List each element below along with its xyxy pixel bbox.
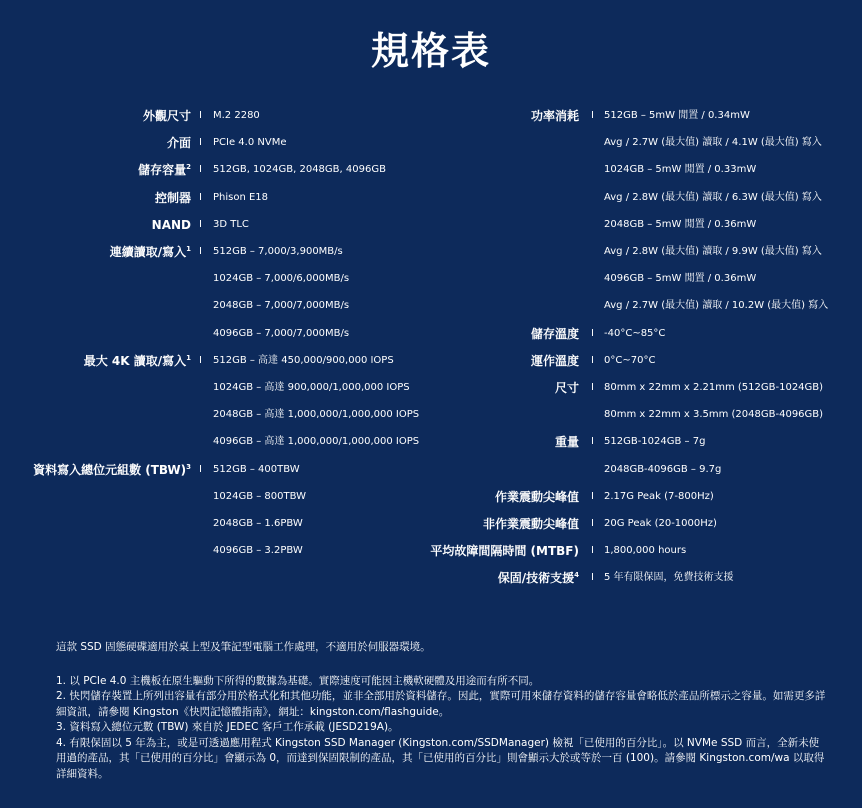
right-spec-label	[498, 568, 579, 588]
spec-label-text: 運作溫度	[530, 353, 579, 368]
right-spec-value: 512GB-1024GB – 7g	[604, 436, 706, 448]
right-spec-value: 4096GB – 5mW 閒置 / 0.36mW	[604, 273, 757, 285]
spec-label-text: 最大 4K 讀取/寫入	[83, 353, 187, 368]
right-spec-label	[495, 487, 579, 507]
left-spec-value: 4096GB – 3.2PBW	[213, 545, 303, 557]
left-spec-value: 1024GB – 800TBW	[213, 490, 307, 502]
separator-bar: I	[591, 327, 594, 339]
separator-bar: I	[199, 110, 202, 121]
separator-bar: I	[199, 354, 202, 366]
left-spec-label	[152, 215, 191, 235]
right-spec-value: 20G Peak (20-1000Hz)	[604, 518, 717, 529]
footnote-marker: 4	[574, 571, 579, 580]
right-spec-value: 2048GB – 5mW 閒置 / 0.36mW	[604, 218, 757, 230]
footnotes	[56, 640, 826, 782]
footnote-marker: 1	[186, 353, 191, 362]
left-spec-value: Phison E18	[213, 191, 269, 203]
footnote-4: 4. 有限保固以 5 年為主，或是可透過應用程式 Kingston SSD Manager (Kingston.com/SSDManager) 檢視「已使用的百分比」。以 NVMe SSD 而言，全新未使用過的產品，其「已使用的百分比」會顯示為 0，而達到保固限制的產品，其「已使用的百分比」則會顯示大於或等於一百 (100)。請參閱 Kingston.com/wa 以取得詳細資料。	[56, 736, 825, 780]
footnote-2: 2. 快閃儲存裝置上所列出容量有部分用於格式化和其他功能，並非全部用於資料儲存。因此，實際可用來儲存資料的儲存容量會略低於產品所標示之容量。如需更多詳細資訊，請參閱 Kingston《快閃記憶體指南》，網址：kingston.com/flashguide。	[56, 690, 826, 718]
separator-bar: I	[199, 164, 202, 176]
left-spec-value: 512GB – 高達 450,000/900,000 IOPS	[213, 354, 394, 366]
separator-bar: I	[199, 191, 202, 203]
right-spec-label	[531, 106, 579, 126]
right-spec-value: 2.17G Peak (7-800Hz)	[604, 490, 714, 502]
left-spec-label	[167, 133, 191, 153]
right-spec-label	[483, 514, 579, 534]
spec-label-text: 控制器	[154, 190, 191, 205]
footnote-1: 1. 以 PCIe 4.0 主機板在原生驅動下所得的數據為基礎。實際速度可能因主機軟硬體及用途而有所不同。	[56, 674, 540, 687]
right-spec-value: 2048GB-4096GB – 9.7g	[604, 463, 722, 475]
usage-note: 這款 SSD 固態硬碟適用於桌上型及筆記型電腦工作處理，不適用於伺服器環境。	[56, 641, 431, 653]
separator-bar: I	[591, 110, 594, 121]
spec-label-text: 平均故障間隔時間 (MTBF)	[430, 544, 579, 559]
spec-label-text: 連續讀取/寫入	[109, 245, 187, 259]
spec-label-text: 非作業震動尖峰值	[482, 517, 579, 531]
right-spec-label	[430, 541, 579, 561]
left-spec-value: 2048GB – 1.6PBW	[213, 518, 303, 529]
left-spec-label	[138, 160, 191, 180]
left-spec-value: M.2 2280	[213, 110, 260, 121]
right-spec-value: 5 年有限保固，免費技術支援	[604, 572, 734, 584]
footnote-marker: 2	[186, 163, 191, 172]
left-spec-value: 512GB – 7,000/3,900MB/s	[213, 246, 343, 257]
spec-label-text: 資料寫入總位元組數 (TBW)	[33, 462, 187, 477]
separator-bar: I	[591, 354, 594, 366]
right-spec-label	[555, 378, 579, 398]
right-spec-value: 0°C~70°C	[604, 354, 656, 366]
left-spec-label	[84, 351, 191, 371]
left-spec-value: 512GB – 400TBW	[213, 463, 300, 475]
separator-bar: I	[591, 490, 594, 502]
left-spec-label	[155, 188, 191, 208]
left-spec-label	[33, 460, 191, 480]
separator-bar: I	[591, 572, 594, 584]
right-spec-label	[531, 351, 579, 371]
left-spec-value: 1024GB – 高達 900,000/1,000,000 IOPS	[213, 382, 410, 393]
separator-bar: I	[591, 518, 594, 529]
separator-bar: I	[591, 382, 594, 393]
spec-label-text: 保固/技術支援	[497, 571, 575, 586]
spec-label-text: 儲存容量	[138, 163, 187, 178]
right-spec-value: 1024GB – 5mW 閒置 / 0.33mW	[604, 164, 757, 176]
page-title: 規格表	[370, 29, 491, 73]
left-spec-value: PCIe 4.0 NVMe	[213, 137, 287, 149]
left-spec-value: 4096GB – 高達 1,000,000/1,000,000 IOPS	[213, 436, 420, 448]
spec-label-text: 作業震動尖峰值	[494, 489, 579, 504]
left-spec-value: 512GB, 1024GB, 2048GB, 4096GB	[213, 164, 386, 176]
right-spec-value: Avg / 2.8W (最大值) 讀取 / 9.9W (最大值) 寫入	[604, 246, 822, 257]
separator-bar: I	[199, 246, 202, 257]
footnote-3: 3. 資料寫入總位元數 (TBW) 來自於 JEDEC 客戶工作承載 (JESD219A)。	[56, 721, 399, 733]
spec-label-text: 尺寸	[554, 381, 579, 395]
left-spec-value: 1024GB – 7,000/6,000MB/s	[213, 273, 350, 285]
footnote-marker: 3	[186, 462, 191, 471]
right-spec-label	[555, 432, 579, 452]
left-spec-value: 2048GB – 高達 1,000,000/1,000,000 IOPS	[213, 409, 420, 421]
right-spec-label	[531, 324, 579, 344]
separator-bar: I	[591, 545, 594, 557]
spec-label-text: 重量	[554, 435, 579, 450]
right-spec-value: 512GB – 5mW 閒置 / 0.34mW	[604, 110, 750, 121]
spec-label-text: 外觀尺寸	[142, 109, 191, 123]
footnote-marker: 1	[186, 245, 191, 253]
left-spec-label	[143, 106, 191, 126]
spec-label-text: 介面	[166, 136, 191, 151]
left-spec-value: 2048GB – 7,000/7,000MB/s	[213, 300, 350, 312]
separator-bar: I	[199, 137, 202, 149]
spec-label-text: 儲存溫度	[530, 326, 579, 341]
left-spec-value: 3D TLC	[213, 218, 249, 230]
separator-bar: I	[199, 463, 202, 475]
separator-bar: I	[199, 218, 202, 230]
right-spec-value: Avg / 2.7W (最大值) 讀取 / 10.2W (最大值) 寫入	[604, 300, 829, 312]
right-spec-value: 1,800,000 hours	[604, 545, 687, 557]
right-spec-value: 80mm x 22mm x 3.5mm (2048GB-4096GB)	[604, 409, 824, 421]
left-spec-label	[110, 242, 191, 262]
spec-label-text: NAND	[151, 217, 191, 232]
right-spec-value: -40°C~85°C	[604, 327, 666, 339]
separator-bar: I	[591, 436, 594, 448]
spec-label-text: 功率消耗	[530, 109, 579, 123]
right-spec-value: 80mm x 22mm x 2.21mm (512GB-1024GB)	[604, 382, 824, 393]
right-spec-value: Avg / 2.8W (最大值) 讀取 / 6.3W (最大值) 寫入	[604, 191, 822, 203]
left-spec-value: 4096GB – 7,000/7,000MB/s	[213, 327, 350, 339]
right-spec-value: Avg / 2.7W (最大值) 讀取 / 4.1W (最大值) 寫入	[604, 137, 822, 149]
